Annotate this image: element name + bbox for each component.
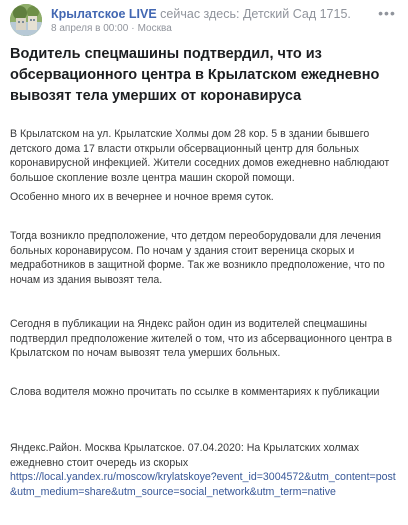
more-options-button[interactable]: ••• (378, 5, 396, 21)
post-paragraph-4: Сегодня в публикации на Яндекс район один из водителей спецмашины подтвердил предположение жителей о том, что из абсервационного центра в Крылатском по ночам вывозят тела умерших больных. (10, 318, 393, 359)
post-paragraph-1: В Крылатском на ул. Крылатские Холмы дом 28 кор. 5 в здании бывшего детского дома 17 власти открыли обсервационный центр для больных коронавирусной инфекцией. Жители соседних домов ежедневно наблюдают большое скопление возле центра машин скорой помощи. (10, 128, 390, 184)
header-title-line (51, 6, 371, 22)
page-name-link[interactable]: Крылатское LIVE (51, 7, 157, 21)
meta-separator: · (131, 23, 135, 34)
page-avatar[interactable] (10, 4, 42, 36)
post-location: Москва (137, 23, 172, 34)
checkin-place-link[interactable]: Детский Сад 1715. (242, 7, 351, 21)
post-date-link[interactable]: 8 апреля в 00:00 (51, 23, 129, 34)
post-paragraph-3: Тогда возникло предположение, что детдом переоборудовали для лечения больных коронавирусом. По ночам у здания стоит вереница скорых и медработников в защитной форме. Так же возникло предположение, что по ночам из здания вывозят тела. (10, 230, 385, 286)
post-paragraph-5: Слова водителя можно прочитать по ссылке в комментариях к публикации (10, 386, 380, 398)
source-block (10, 441, 402, 499)
avatar-image-icon (10, 4, 42, 36)
post-header (0, 0, 408, 40)
post-title: Водитель спецмашины подтвердил, что из обсервационного центра в Крылатском ежедневно вывозят тела умерших от коронавируса (10, 46, 380, 104)
checkin-prefix: сейчас здесь: (160, 7, 240, 21)
source-link[interactable]: https://local.yandex.ru/moscow/krylatskoye?event_id=3004572&utm_content=post&utm_medium=share&utm_source=social_network&utm_term=native (10, 471, 396, 498)
post-paragraph-2: Особенно много их в вечернее и ночное время суток. (10, 191, 274, 203)
source-text: Яндекс.Район. Москва Крылатское. 07.04.2020: На Крылатских холмах ежедневно стоит очередь из скорых (10, 442, 360, 469)
post-meta (51, 23, 172, 35)
